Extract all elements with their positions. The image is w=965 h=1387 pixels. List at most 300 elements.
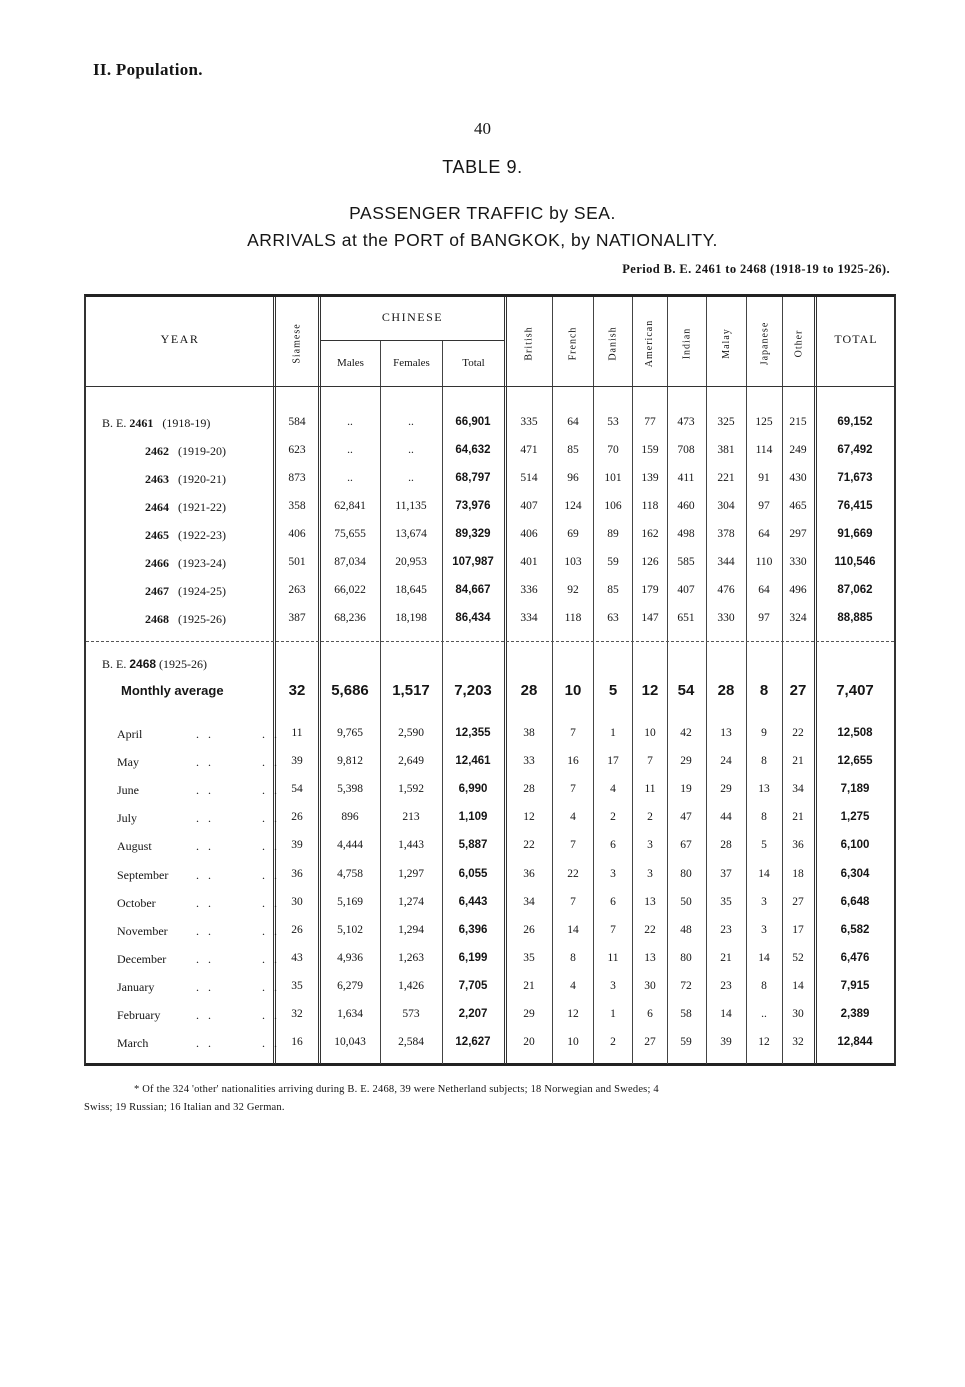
- month-october-chinese-total-cell: 6,443: [458, 895, 488, 908]
- year-2462-danish-cell: 70: [607, 444, 619, 456]
- month-january-chinese-total-cell: 7,705: [458, 979, 488, 992]
- year-2468-french-cell: 118: [564, 612, 582, 624]
- year-2466-other-cell: 330: [789, 556, 807, 568]
- column-header-chinese: CHINESE: [381, 310, 444, 324]
- month-april-indian-cell: 42: [680, 727, 692, 739]
- year-2463-american-cell: 139: [641, 472, 659, 484]
- month-april-chinese-total-cell: 12,355: [455, 727, 491, 739]
- column-header-males: Males: [337, 357, 364, 369]
- month-september-japanese-cell: 14: [758, 867, 770, 880]
- year-ce: (1925-26): [175, 612, 226, 626]
- year-2463-indian-cell: 411: [677, 472, 695, 484]
- month-january-malay-cell: 23: [720, 979, 732, 992]
- month-may-french-cell: 16: [567, 755, 579, 768]
- year-2465-chinese-total-cell: 89,329: [455, 528, 491, 540]
- month-march-japanese-cell: 12: [758, 1036, 770, 1049]
- year-2461-british-cell: 335: [520, 416, 538, 428]
- year-2461-siamese-cell: 584: [288, 416, 306, 428]
- month-december-british-cell: 35: [523, 951, 535, 964]
- year-2463-british-cell: 514: [520, 472, 538, 484]
- column-header-danish: Danish: [607, 325, 619, 361]
- year-2468-danish-cell: 63: [607, 612, 619, 624]
- month-april-total-cell: 12,508: [837, 727, 873, 739]
- average-japanese-cell: 8: [759, 682, 769, 699]
- month-october-other-cell: 27: [792, 895, 804, 908]
- leader-dots: . . . .: [196, 839, 280, 854]
- month-november-british-cell: 26: [523, 923, 535, 936]
- year-2461-chinese-males-cell: ..: [347, 416, 353, 428]
- year-2466-chinese-females-cell: 20,953: [395, 556, 427, 568]
- year-2464-other-cell: 465: [789, 500, 807, 512]
- month-march-chinese-total-cell: 12,627: [455, 1036, 491, 1049]
- year-2463-chinese-males-cell: ..: [347, 472, 353, 484]
- year-2468-american-cell: 147: [641, 612, 659, 624]
- leader-dots: . . . .: [196, 727, 280, 741]
- month-november-chinese-females-cell: 1,294: [398, 923, 424, 936]
- month-february-american-cell: 6: [647, 1008, 653, 1020]
- month-march-siamese-cell: 16: [291, 1036, 303, 1049]
- month-may-danish-cell: 17: [607, 755, 619, 768]
- year-be: 2466: [145, 556, 169, 570]
- month-september-american-cell: 3: [647, 867, 653, 880]
- month-july-chinese-females-cell: 213: [402, 811, 420, 824]
- table-title-line-1: PASSENGER TRAFFIC by SEA.: [349, 203, 616, 223]
- year-2465-chinese-males-cell: 75,655: [334, 528, 366, 540]
- year-2467-indian-cell: 407: [677, 584, 695, 596]
- year-2468-siamese-cell: 387: [288, 612, 306, 624]
- month-june-japanese-cell: 13: [758, 783, 770, 796]
- month-january-total-cell: 7,915: [840, 979, 870, 992]
- month-january-french-cell: 4: [570, 979, 576, 992]
- average-malay-cell: 28: [717, 682, 735, 699]
- month-august-other-cell: 36: [792, 839, 804, 852]
- year-2464-danish-cell: 106: [604, 500, 622, 512]
- month-october-british-cell: 34: [523, 895, 535, 908]
- month-november-chinese-total-cell: 6,396: [458, 923, 488, 936]
- month-january-chinese-females-cell: 1,426: [398, 979, 424, 992]
- year-2461-indian-cell: 473: [677, 416, 695, 428]
- year-be: 2467: [145, 584, 169, 598]
- month-august-total-cell: 6,100: [840, 839, 870, 852]
- month-december-japanese-cell: 14: [758, 951, 770, 964]
- month-july-other-cell: 21: [792, 811, 804, 824]
- average-chinese-total-cell: 7,203: [454, 682, 492, 699]
- year-2468-chinese-males-cell: 68,236: [334, 612, 366, 624]
- leader-dots: . . . .: [196, 923, 280, 938]
- leader-dots: . . . .: [196, 811, 280, 826]
- year-2467-other-cell: 496: [789, 584, 807, 596]
- average-siamese-cell: 32: [288, 682, 306, 699]
- year-2466-japanese-cell: 110: [755, 556, 773, 568]
- average-british-cell: 28: [520, 682, 538, 699]
- month-september-other-cell: 18: [792, 867, 804, 880]
- month-february-french-cell: 12: [567, 1008, 579, 1020]
- month-february-total-cell: 2,389: [840, 1008, 870, 1020]
- year-2466-malay-cell: 344: [717, 556, 735, 568]
- year-2465-chinese-females-cell: 13,674: [395, 528, 427, 540]
- average-danish-cell: 5: [608, 682, 618, 699]
- year-2464-total-cell: 76,415: [837, 500, 873, 512]
- year-2461-danish-cell: 53: [607, 416, 619, 428]
- year-2461-malay-cell: 325: [717, 416, 735, 428]
- month-january-chinese-males-cell: 6,279: [337, 979, 363, 992]
- month-october-american-cell: 13: [644, 895, 656, 908]
- month-november-total-cell: 6,582: [840, 923, 870, 936]
- month-august-malay-cell: 28: [720, 839, 732, 852]
- month-september-chinese-females-cell: 1,297: [398, 867, 424, 880]
- month-november-american-cell: 22: [644, 923, 656, 936]
- month-may-malay-cell: 24: [720, 755, 732, 768]
- month-october-danish-cell: 6: [610, 895, 616, 908]
- average-chinese-females-cell: 1,517: [392, 682, 430, 699]
- month-august-japanese-cell: 5: [761, 839, 767, 852]
- month-label: October: [117, 895, 156, 910]
- month-april-siamese-cell: 11: [291, 727, 303, 739]
- month-august-chinese-females-cell: 1,443: [398, 839, 424, 852]
- month-september-chinese-males-cell: 4,758: [337, 867, 363, 880]
- month-june-british-cell: 28: [523, 783, 535, 796]
- month-july-indian-cell: 47: [680, 811, 692, 824]
- month-december-chinese-females-cell: 1,263: [398, 951, 424, 964]
- month-label: November: [117, 923, 168, 938]
- month-june-siamese-cell: 54: [291, 783, 303, 796]
- month-june-american-cell: 11: [644, 783, 656, 796]
- year-2465-british-cell: 406: [520, 528, 538, 540]
- year-2464-british-cell: 407: [520, 500, 538, 512]
- month-november-danish-cell: 7: [610, 923, 616, 936]
- year-be: 2465: [145, 528, 169, 542]
- month-march-american-cell: 27: [644, 1036, 656, 1049]
- month-label: February: [117, 1008, 161, 1022]
- month-september-french-cell: 22: [567, 867, 579, 880]
- month-february-chinese-males-cell: 1,634: [337, 1008, 363, 1020]
- month-november-french-cell: 14: [567, 923, 579, 936]
- month-december-french-cell: 8: [570, 951, 576, 964]
- month-label: June: [117, 783, 139, 798]
- column-header-other: Other: [793, 329, 804, 357]
- month-september-chinese-total-cell: 6,055: [458, 867, 488, 880]
- year-2464-japanese-cell: 97: [758, 500, 770, 512]
- month-april-danish-cell: 1: [610, 727, 616, 739]
- year-be: 2468: [145, 612, 169, 626]
- month-april-french-cell: 7: [570, 727, 576, 739]
- month-label: May: [117, 755, 139, 770]
- year-2467-malay-cell: 476: [717, 584, 735, 596]
- year-2466-american-cell: 126: [641, 556, 659, 568]
- monthly-average-label: Monthly average: [121, 683, 224, 698]
- month-may-british-cell: 33: [523, 755, 535, 768]
- month-november-japanese-cell: 3: [761, 923, 767, 936]
- year-2463-other-cell: 430: [789, 472, 807, 484]
- month-may-siamese-cell: 39: [291, 755, 303, 768]
- month-october-total-cell: 6,648: [840, 895, 870, 908]
- leader-dots: . . . .: [196, 783, 280, 798]
- year-2463-malay-cell: 221: [717, 472, 735, 484]
- year-2467-french-cell: 92: [567, 584, 579, 596]
- month-label: April: [117, 727, 143, 741]
- year-be: 2464: [145, 500, 169, 514]
- month-july-danish-cell: 2: [610, 811, 616, 824]
- month-label: September: [117, 867, 169, 882]
- year-2462-french-cell: 85: [567, 444, 579, 456]
- year-2468-chinese-total-cell: 86,434: [455, 612, 491, 624]
- month-october-malay-cell: 35: [720, 895, 732, 908]
- month-january-danish-cell: 3: [610, 979, 616, 992]
- column-header-indian: Indian: [681, 327, 693, 359]
- month-january-japanese-cell: 8: [761, 979, 767, 992]
- month-april-other-cell: 22: [792, 727, 804, 739]
- year-2466-siamese-cell: 501: [288, 556, 306, 568]
- year-2462-chinese-total-cell: 64,632: [455, 444, 491, 456]
- month-december-malay-cell: 21: [720, 951, 732, 964]
- year-be: 2463: [145, 472, 169, 486]
- month-december-indian-cell: 80: [680, 951, 692, 964]
- month-june-malay-cell: 29: [720, 783, 732, 796]
- year-2464-chinese-total-cell: 73,976: [455, 500, 491, 512]
- month-september-danish-cell: 3: [610, 867, 616, 880]
- year-2461-other-cell: 215: [789, 416, 807, 428]
- year-2464-siamese-cell: 358: [288, 500, 306, 512]
- month-september-siamese-cell: 36: [291, 867, 303, 880]
- column-header-american: American: [644, 319, 656, 367]
- average-indian-cell: 54: [677, 682, 695, 699]
- year-2465-total-cell: 91,669: [837, 528, 873, 540]
- month-august-siamese-cell: 39: [291, 839, 303, 852]
- month-label: March: [117, 1036, 149, 1051]
- year-2468-total-cell: 88,885: [837, 612, 873, 624]
- year-2466-french-cell: 103: [564, 556, 582, 568]
- month-february-malay-cell: 14: [720, 1008, 732, 1020]
- month-february-chinese-females-cell: 573: [402, 1008, 420, 1020]
- month-august-american-cell: 3: [647, 839, 653, 852]
- year-ce: (1921-22): [175, 500, 226, 514]
- average-american-cell: 12: [641, 682, 659, 699]
- month-september-indian-cell: 80: [680, 867, 692, 880]
- table-title: TABLE 9.: [442, 157, 523, 177]
- month-march-indian-cell: 59: [680, 1036, 692, 1049]
- month-label: January: [117, 979, 155, 994]
- year-2463-japanese-cell: 91: [758, 472, 770, 484]
- year-2468-other-cell: 324: [789, 612, 807, 624]
- month-august-chinese-males-cell: 4,444: [337, 839, 363, 852]
- year-2465-american-cell: 162: [641, 528, 659, 540]
- year-2462-total-cell: 67,492: [837, 444, 873, 456]
- year-2465-siamese-cell: 406: [288, 528, 306, 540]
- month-april-american-cell: 10: [644, 727, 656, 739]
- month-april-japanese-cell: 9: [761, 727, 767, 739]
- year-2464-french-cell: 124: [564, 500, 582, 512]
- month-june-total-cell: 7,189: [840, 783, 870, 796]
- section-title: II. Population.: [93, 60, 203, 79]
- month-january-siamese-cell: 35: [291, 979, 303, 992]
- average-french-cell: 10: [564, 682, 582, 699]
- year-2467-danish-cell: 85: [607, 584, 619, 596]
- year-2462-japanese-cell: 114: [755, 444, 773, 456]
- month-january-american-cell: 30: [644, 979, 656, 992]
- month-august-indian-cell: 67: [680, 839, 692, 852]
- month-november-chinese-males-cell: 5,102: [337, 923, 363, 936]
- year-2465-danish-cell: 89: [607, 528, 619, 540]
- month-november-siamese-cell: 26: [291, 923, 303, 936]
- leader-dots: . . . .: [196, 895, 280, 910]
- year-2462-chinese-males-cell: ..: [347, 444, 353, 456]
- month-february-siamese-cell: 32: [291, 1008, 303, 1020]
- column-header-siamese: Siamese: [291, 322, 303, 364]
- month-may-total-cell: 12,655: [837, 755, 873, 768]
- year-2467-siamese-cell: 263: [288, 584, 306, 596]
- year-2467-chinese-females-cell: 18,645: [395, 584, 427, 596]
- month-july-french-cell: 4: [570, 811, 576, 824]
- month-label: July: [117, 811, 138, 826]
- leader-dots: . . . .: [196, 755, 280, 770]
- year-2467-japanese-cell: 64: [758, 584, 770, 596]
- month-june-other-cell: 34: [792, 783, 804, 796]
- average-other-cell: 27: [789, 682, 807, 699]
- month-march-malay-cell: 39: [720, 1036, 732, 1049]
- month-june-chinese-males-cell: 5,398: [337, 783, 363, 796]
- month-february-indian-cell: 58: [680, 1008, 692, 1020]
- leader-dots: . . . .: [196, 951, 280, 966]
- month-november-indian-cell: 48: [680, 923, 692, 936]
- year-2463-chinese-females-cell: ..: [408, 472, 414, 484]
- month-june-french-cell: 7: [570, 783, 576, 796]
- month-march-french-cell: 10: [567, 1036, 579, 1049]
- year-ce: (1923-24): [175, 556, 226, 570]
- column-header-females: Females: [393, 357, 430, 369]
- year-2463-danish-cell: 101: [604, 472, 622, 484]
- year-ce: (1918-19): [159, 416, 211, 430]
- month-june-chinese-females-cell: 1,592: [398, 783, 424, 796]
- footnote: [84, 1081, 906, 1117]
- year-2466-danish-cell: 59: [607, 556, 619, 568]
- column-header-chinese-total: Total: [462, 357, 485, 369]
- year-2466-british-cell: 401: [520, 556, 538, 568]
- month-march-british-cell: 20: [523, 1036, 535, 1049]
- year-2461-total-cell: 69,152: [837, 416, 873, 428]
- year-2465-other-cell: 297: [789, 528, 807, 540]
- year-2467-chinese-males-cell: 66,022: [334, 584, 366, 596]
- footnote-line-1: * Of the 324 'other' nationalities arriving during B. E. 2468, 39 were Netherland subjects; 18 Norwegian and Swedes; 4: [134, 1084, 659, 1095]
- year-2462-american-cell: 159: [641, 444, 659, 456]
- leader-dots: . . . .: [196, 1036, 280, 1051]
- month-march-danish-cell: 2: [610, 1036, 616, 1049]
- year-2465-french-cell: 69: [567, 528, 579, 540]
- month-label: December: [117, 951, 167, 966]
- month-july-american-cell: 2: [647, 811, 653, 824]
- month-april-chinese-males-cell: 9,765: [337, 727, 363, 739]
- year-2462-british-cell: 471: [520, 444, 538, 456]
- month-february-chinese-total-cell: 2,207: [458, 1008, 488, 1020]
- year-2464-malay-cell: 304: [717, 500, 735, 512]
- month-february-danish-cell: 1: [610, 1008, 616, 1020]
- year-2462-chinese-females-cell: ..: [408, 444, 414, 456]
- page-number: 40: [474, 119, 491, 138]
- year-ce: (1920-21): [175, 472, 226, 486]
- month-december-chinese-total-cell: 6,199: [458, 951, 488, 964]
- month-april-malay-cell: 13: [720, 727, 732, 739]
- month-may-american-cell: 7: [647, 755, 653, 768]
- month-april-british-cell: 38: [523, 727, 535, 739]
- year-prefix: B. E.: [102, 416, 130, 430]
- month-january-indian-cell: 72: [680, 979, 692, 992]
- year-2467-american-cell: 179: [641, 584, 659, 596]
- month-july-chinese-males-cell: 896: [341, 811, 359, 824]
- month-october-indian-cell: 50: [680, 895, 692, 908]
- year-ce: (1919-20): [175, 444, 226, 458]
- month-february-japanese-cell: ..: [761, 1008, 767, 1020]
- month-august-french-cell: 7: [570, 839, 576, 852]
- month-march-total-cell: 12,844: [837, 1036, 873, 1049]
- month-april-chinese-females-cell: 2,590: [398, 727, 424, 739]
- column-header-malay: Malay: [720, 327, 732, 359]
- month-december-total-cell: 6,476: [840, 951, 870, 964]
- month-july-total-cell: 1,275: [840, 811, 870, 824]
- year-2465-indian-cell: 498: [677, 528, 695, 540]
- year-2466-indian-cell: 585: [677, 556, 695, 568]
- year-2462-indian-cell: 708: [677, 444, 695, 456]
- month-october-chinese-males-cell: 5,169: [337, 895, 363, 908]
- average-heading: B. E. 2468 (1925-26): [102, 657, 208, 671]
- year-ce: (1922-23): [175, 528, 226, 542]
- column-header-total: TOTAL: [834, 332, 878, 346]
- month-august-chinese-total-cell: 5,887: [458, 839, 488, 852]
- year-be: 2462: [145, 444, 169, 458]
- month-march-chinese-males-cell: 10,043: [334, 1036, 366, 1049]
- month-march-chinese-females-cell: 2,584: [398, 1036, 424, 1049]
- average-chinese-males-cell: 5,686: [331, 682, 369, 699]
- month-march-other-cell: 32: [792, 1036, 804, 1049]
- year-2466-total-cell: 110,546: [834, 556, 876, 568]
- year-2465-japanese-cell: 64: [758, 528, 770, 540]
- leader-dots: . . . .: [196, 867, 280, 882]
- year-2461-chinese-females-cell: ..: [408, 416, 414, 428]
- year-2468-japanese-cell: 97: [758, 612, 770, 624]
- month-july-malay-cell: 44: [720, 811, 732, 824]
- year-2466-chinese-total-cell: 107,987: [452, 556, 494, 568]
- year-2465-malay-cell: 378: [717, 528, 735, 540]
- table-title-line-2: ARRIVALS at the PORT of BANGKOK, by NATIONALITY.: [247, 230, 718, 250]
- year-2467-chinese-total-cell: 84,667: [455, 584, 491, 596]
- month-october-chinese-females-cell: 1,274: [398, 895, 424, 908]
- month-september-british-cell: 36: [523, 867, 535, 880]
- footnote-line-2: Swiss; 19 Russian; 16 Italian and 32 German.: [84, 1102, 285, 1113]
- year-2466-chinese-males-cell: 87,034: [334, 556, 366, 568]
- month-september-total-cell: 6,304: [840, 867, 870, 880]
- month-august-danish-cell: 6: [610, 839, 616, 852]
- month-june-indian-cell: 19: [680, 783, 692, 796]
- year-2461-french-cell: 64: [567, 416, 579, 428]
- month-july-chinese-total-cell: 1,109: [458, 811, 488, 824]
- month-july-japanese-cell: 8: [761, 811, 767, 824]
- average-total-cell: 7,407: [836, 682, 874, 699]
- year-2463-total-cell: 71,673: [837, 472, 873, 484]
- year-2462-malay-cell: 381: [717, 444, 735, 456]
- year-2464-indian-cell: 460: [677, 500, 695, 512]
- month-july-british-cell: 12: [523, 811, 535, 824]
- year-2464-american-cell: 118: [641, 500, 659, 512]
- month-december-other-cell: 52: [792, 951, 804, 964]
- month-may-japanese-cell: 8: [761, 755, 767, 768]
- month-december-siamese-cell: 43: [291, 951, 303, 964]
- year-2468-malay-cell: 330: [717, 612, 735, 624]
- month-may-chinese-males-cell: 9,812: [337, 755, 363, 768]
- month-december-chinese-males-cell: 4,936: [337, 951, 363, 964]
- month-february-other-cell: 30: [792, 1008, 804, 1020]
- year-2468-indian-cell: 651: [677, 612, 695, 624]
- month-november-malay-cell: 23: [720, 923, 732, 936]
- year-2461-chinese-total-cell: 66,901: [455, 416, 491, 428]
- month-may-other-cell: 21: [792, 755, 804, 768]
